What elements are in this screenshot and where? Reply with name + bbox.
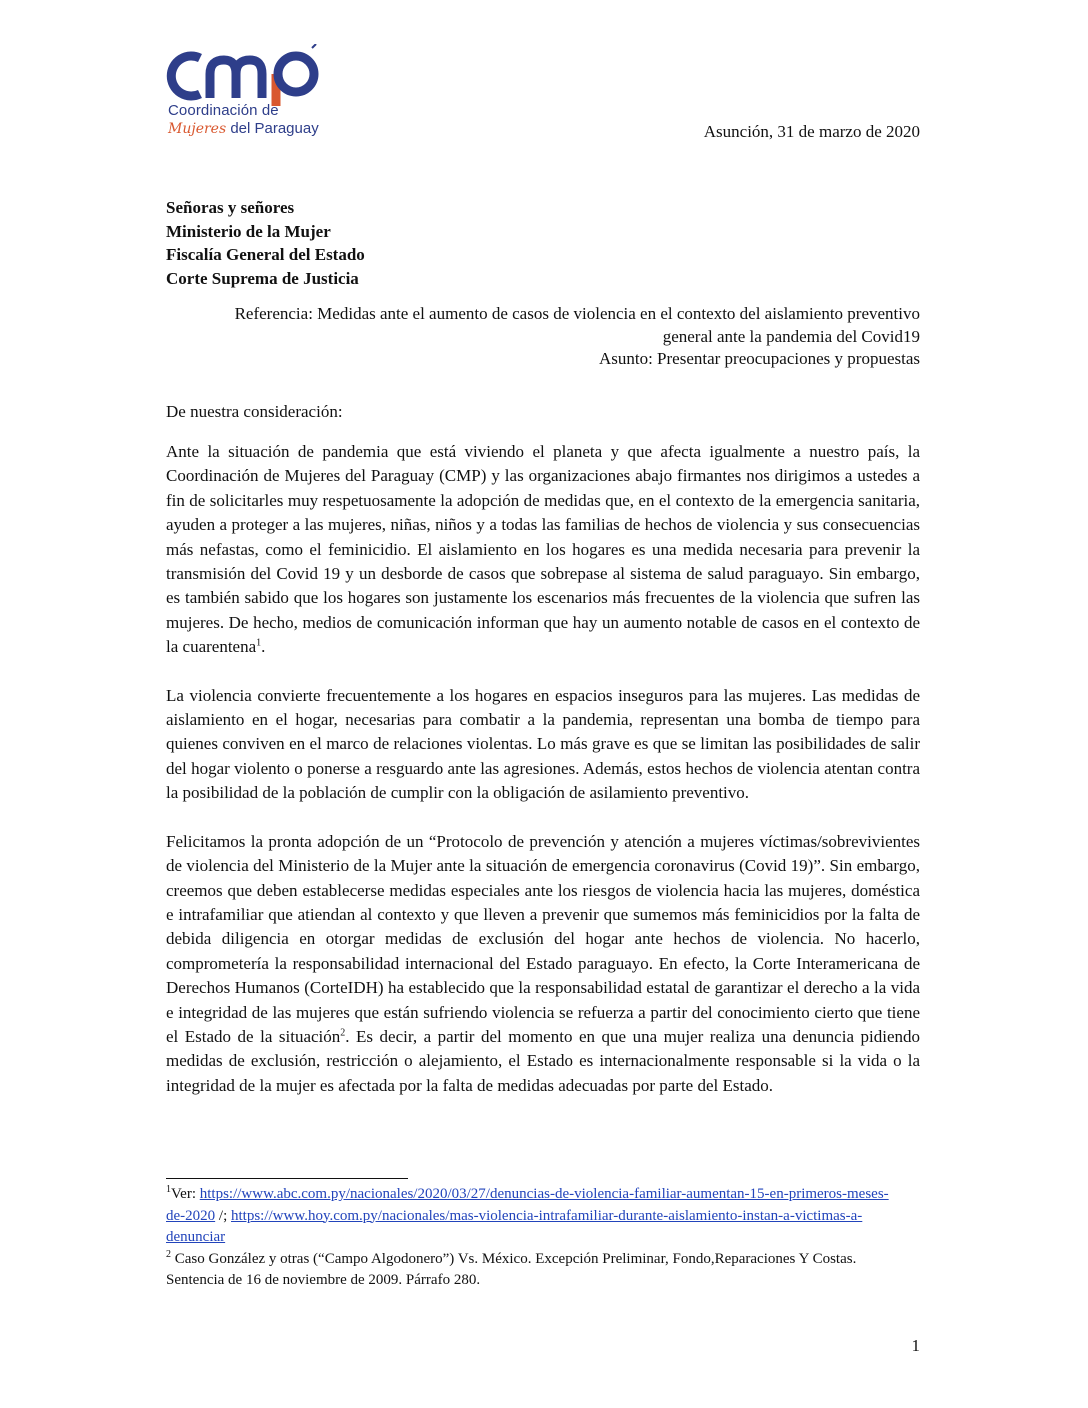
paragraph-text: . [261, 637, 266, 657]
addressee-line: Señoras y señores [166, 198, 295, 217]
footnote-text: Ver: [171, 1186, 200, 1202]
logo-script-word: Mujeres [168, 121, 227, 137]
logo-subtitle-tail: del Paraguay [230, 120, 319, 137]
addressee-line: Ministerio de la Mujer [166, 221, 331, 241]
cmp-logo [164, 44, 374, 144]
cmp-logo-mark [164, 44, 334, 106]
letter-date: Asunción, 31 de marzo de 2020 [703, 122, 920, 141]
logo-subtitle-line1: Coordinación de [168, 102, 279, 119]
footnote-text: Caso González y otras (“Campo Algodonero”) Vs. México. Excepción Preliminar, Fondo,Reparaciones Y Costas. Sentencia de 16 de noviembre de 2009. Párrafo 280. [166, 1250, 857, 1288]
addressee-block [166, 196, 365, 290]
page-number: 1 [911, 1336, 920, 1355]
footnote-divider [166, 1178, 408, 1179]
addressee-line: Corte Suprema de Justicia [166, 268, 359, 288]
paragraph-text: Felicitamos la pronta adopción de un “Protocolo de prevención y atención a mujeres víctimas/sobrevivientes de violencia del Ministerio de la Mujer ante la situación de emergencia coronavirus (Covid 19)”. Sin embargo, creemos que deben establecerse medidas especiales ante los riesgos de violencia hacia las mujeres, doméstica e intrafamiliar que atiendan al contexto y que lleven a prevenir que sumemos más feminicidios por la falta de debida diligencia en otorgar medidas de exclusión del hogar ante hechos de violencia. No hacerlo, comprometería la responsabilidad internacional del Estado paraguayo. En efecto, la Corte Interamericana de Derechos Humanos (CorteIDH) ha establecido que la responsabilidad estatal de garantizar el derecho a la vida e integridad de las mujeres que están sufriendo violencia se refuerza a partir del conocimiento cierto que tiene el Estado de la situación [166, 831, 920, 1046]
paragraph [166, 440, 920, 660]
salutation: De nuestra consideración: [166, 402, 343, 421]
footnote-ref[interactable]: 1 [256, 637, 262, 649]
footnote-2 [166, 1249, 906, 1292]
paragraph: La violencia convierte frecuentemente a los hogares en espacios inseguros para las mujeres. Las medidas de aislamiento en el hogar, necesarias para combatir a la pandemia, representan una bomba de tiempo para quienes conviven en el marco de relaciones violentas. Lo más grave es que se limitan las posibilidades de salir del hogar violento o ponerse a resguardo ante las agresiones. Además, estos hechos de violencia atentan contra la posibilidad de la población de cumplir con la obligación de asilamiento preventivo. [166, 685, 920, 803]
logo-subtitle-line2 [168, 120, 319, 137]
paragraph-text: . Es decir, a partir del momento en que una mujer realiza una denuncia pidiendo medidas de exclusión, restricción o alejamiento, el Estado es internacionalmente responsable si la vida o la integridad de la mujer es afectada por la falta de medidas adecuadas por parte del Estado. [166, 1026, 920, 1095]
footnote-ref[interactable]: 2 [340, 1027, 346, 1039]
addressee-line: Fiscalía General del Estado [166, 245, 365, 264]
paragraph [166, 830, 920, 1098]
letter-body [166, 440, 920, 1122]
footnote-text: /; [215, 1207, 231, 1224]
footnote-1 [166, 1184, 906, 1249]
footnote-number: 1 [166, 1184, 171, 1195]
reference-line: general ante la pandemia del Covid19 [662, 326, 920, 346]
paragraph-text: Ante la situación de pandemia que está viviendo el planeta y que afecta igualmente a nuestro país, la Coordinación de Mujeres del Paraguay (CMP) y las organizaciones abajo firmantes nos dirigimos a ustedes a fin de solicitarles muy respetuosamente la adopción de medidas que, en el contexto de la emergencia sanitaria, ayuden a proteger a las mujeres, niñas, niños y a todas las familias de hechos de violencia y sus consecuencias más nefastas, como el feminicidio. El aislamiento en los hogares es una medida necesaria para prevenir la transmisión del Covid 19 y un desborde de casos que sobrepase al sistema de salud paraguayo. Sin embargo, es también sabido que los hogares son justamente los escenarios más frecuentes de la violencia que sufren las mujeres. De hecho, medios de comunicación informan que hay un aumento notable de casos en el contexto de la cuarentena [166, 442, 920, 657]
footnotes [166, 1184, 906, 1292]
reference-line: Referencia: Medidas ante el aumento de casos de violencia en el contexto del aislamiento preventivo [234, 304, 920, 323]
reference-block [160, 303, 920, 371]
footnote-link-hoy[interactable]: https://www.hoy.com.py/nacionales/mas-violencia-intrafamiliar-durante-aislamiento-instan-a-victimas-a-denunciar [166, 1207, 863, 1245]
subject-line: Asunto: Presentar preocupaciones y propuestas [598, 349, 920, 368]
footnote-number: 2 [166, 1248, 171, 1260]
footnote-link-abc[interactable]: https://www.abc.com.py/nacionales/2020/03/27/denuncias-de-violencia-familiar-aumentan-15-en-primeros-meses-de-2020 [166, 1186, 889, 1224]
